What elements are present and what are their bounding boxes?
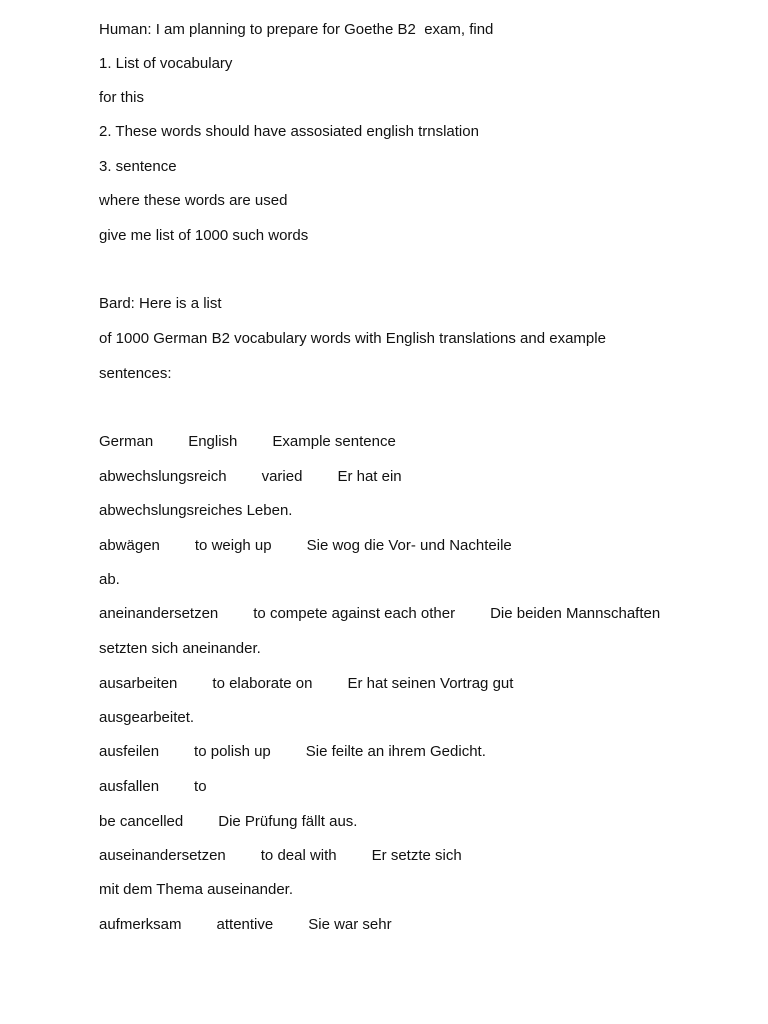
german-word: ausfallen [99, 778, 160, 795]
vocab-line [99, 675, 513, 693]
text-line [99, 881, 293, 899]
text-line [99, 295, 222, 313]
text-segment: 3. sentence [99, 158, 177, 175]
english-translation: to deal with [260, 847, 337, 864]
german-word: abwechslungsreich [99, 468, 227, 485]
text-segment: 2. These words should have assosiated english trnslation [99, 123, 479, 140]
english-translation: to [194, 778, 207, 795]
text-line [99, 502, 292, 520]
text-line [99, 640, 261, 658]
text-segment: sentences: [99, 365, 172, 382]
english-translation: attentive [216, 916, 274, 933]
text-line [99, 227, 308, 245]
text-line [99, 158, 177, 176]
text-line [99, 330, 606, 348]
example-sentence: ab. [99, 571, 120, 588]
example-sentence: Die beiden Mannschaften [490, 605, 661, 622]
text-segment: for this [99, 89, 145, 106]
german-word: aneinandersetzen [99, 605, 219, 622]
text-line [99, 21, 493, 39]
german-word: auseinandersetzen [99, 847, 226, 864]
text-line [99, 571, 120, 589]
english-translation: to weigh up [194, 537, 272, 554]
english-translation: to elaborate on [212, 675, 313, 692]
example-sentence: ausgearbeitet. [99, 709, 195, 726]
vocab-line [99, 916, 392, 934]
vocab-line [99, 778, 207, 796]
text-segment: of 1000 German B2 vocabulary words with English translations and example [99, 330, 606, 347]
example-sentence: Er setzte sich [371, 847, 462, 864]
english-translation: to polish up [194, 743, 271, 760]
text-segment: 1. List of vocabulary [99, 55, 233, 72]
english-translation: be cancelled [99, 813, 184, 830]
vocab-line [99, 743, 486, 761]
german-word: ausarbeiten [99, 675, 178, 692]
german-word: aufmerksam [99, 916, 182, 933]
german-word: ausfeilen [99, 743, 160, 760]
english-translation: varied [261, 468, 303, 485]
column-header-example: Example sentence [272, 433, 396, 450]
text-segment: where these words are used [99, 192, 288, 209]
column-header-english: English [188, 433, 238, 450]
column-header-german: German [99, 433, 154, 450]
vocab-line [99, 605, 660, 623]
example-sentence: Er hat ein [337, 468, 402, 485]
example-sentence: Er hat seinen Vortrag gut [347, 675, 514, 692]
text-segment: Bard: Here is a list [99, 295, 222, 312]
example-sentence: abwechslungsreiches Leben. [99, 502, 293, 519]
example-sentence: mit dem Thema auseinander. [99, 881, 293, 898]
text-line [99, 709, 194, 727]
text-line [99, 192, 287, 210]
text-line [99, 89, 144, 107]
english-translation: to compete against each other [253, 605, 456, 622]
text-segment: give me list of 1000 such words [99, 227, 309, 244]
text-line [99, 55, 232, 73]
vocab-line [99, 537, 512, 555]
text-line [99, 123, 479, 141]
example-sentence: Sie feilte an ihrem Gedicht. [305, 743, 486, 760]
example-sentence: setzten sich aneinander. [99, 640, 261, 657]
german-word: abwägen [99, 537, 160, 554]
example-sentence: Die Prüfung fällt aus. [218, 813, 358, 830]
table-header-line [99, 433, 396, 451]
text-segment: Human: I am planning to prepare for Goethe B2 exam, find [99, 21, 494, 38]
example-sentence: Sie war sehr [308, 916, 392, 933]
vocab-line [99, 813, 357, 831]
text-line [99, 365, 172, 383]
example-sentence: Sie wog die Vor- und Nachteile [306, 537, 512, 554]
vocab-line [99, 847, 462, 865]
vocab-line [99, 468, 402, 486]
